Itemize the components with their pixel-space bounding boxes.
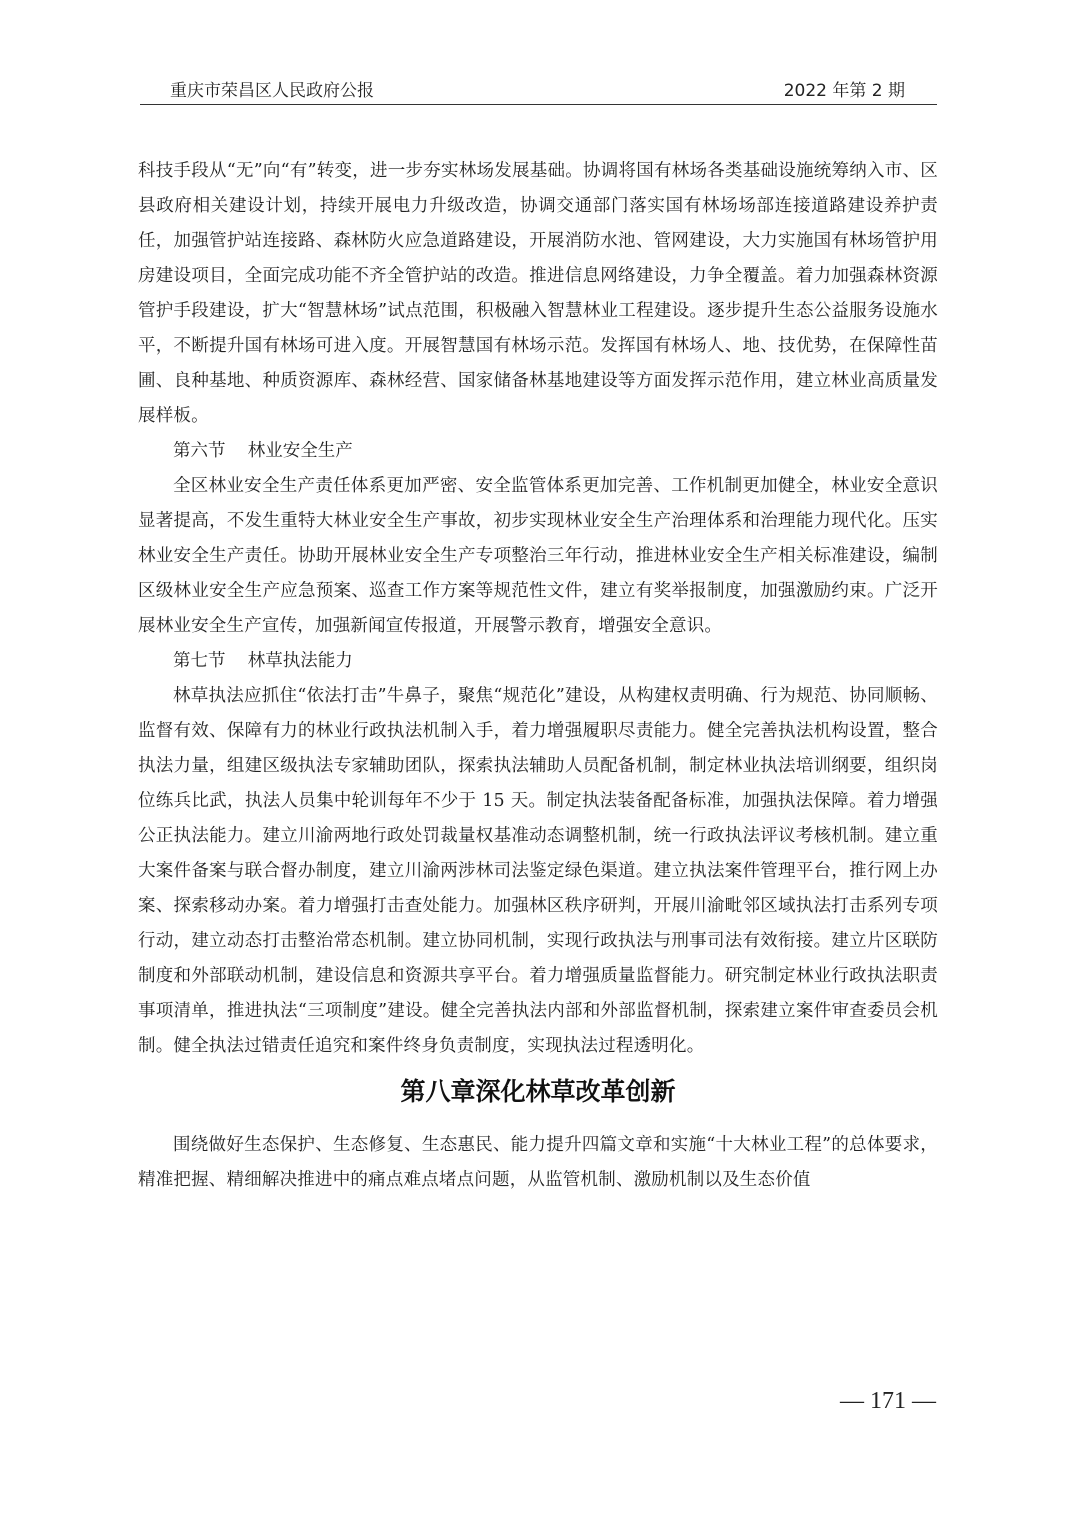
chapter-heading-8: 第八章深化林草改革创新 bbox=[400, 1077, 676, 1106]
chapter-8-paragraph: 围绕做好生态保护、生态修复、生态惠民、能力提升四篇文章和实施“十大林业工程”的总体要求，精准把握、精细解决推进中的痛点难点堵点问题，从监管机制、激励机制以及生态价值 bbox=[138, 1135, 938, 1190]
page-header bbox=[140, 74, 937, 105]
page-content bbox=[138, 154, 938, 1198]
paragraph-continued: 科技手段从“无”向“有”转变，进一步夯实林场发展基础。协调将国有林场各类基础设施统筹纳入市、区县政府相关建设计划，持续开展电力升级改造，协调交通部门落实国有林场场部连接道路建设养护责任，加强管护站连接路、森林防火应急道路建设，开展消防水池、管网建设，大力实施国有林场管护用房建设项目，全面完成功能不齐全管护站的改造。推进信息网络建设，力争全覆盖。着力加强森林资源管护手段建设，扩大“智慧林场”试点范围，积极融入智慧林业工程建设。逐步提升生态公益服务设施水平，不断提升国有林场可进入度。开展智慧国有林场示范。发挥国有林场人、地、技优势，在保障性苗圃、良种基地、种质资源库、森林经营、国家储备林基地建设等方面发挥示范作用，建立林业高质量发展样板。 bbox=[138, 161, 938, 426]
section-heading-6: 第六节 林业安全生产 bbox=[173, 441, 353, 461]
page-number: — 171 — bbox=[840, 1388, 936, 1414]
gazette-title: 重庆市荣昌区人民政府公报 bbox=[170, 81, 374, 101]
section-heading-7: 第七节 林草执法能力 bbox=[173, 651, 353, 671]
section-7-paragraph: 林草执法应抓住“依法打击”牛鼻子，聚焦“规范化”建设，从构建权责明确、行为规范、协同顺畅、监督有效、保障有力的林业行政执法机制入手，着力增强履职尽责能力。健全完善执法机构设置，整合执法力量，组建区级执法专家辅助团队，探索执法辅助人员配备机制，制定林业执法培训纲要，组织岗位练兵比武，执法人员集中轮训每年不少于 15 天。制定执法装备配备标准，加强执法保障。着力增强公正执法能力。建立川渝两地行政处罚裁量权基准动态调整机制，统一行政执法评议考核机制。建立重大案件备案与联合督办制度，建立川渝两涉林司法鉴定绿色渠道。建立执法案件管理平台，推行网上办案、探索移动办案。着力增强打击查处能力。加强林区秩序研判，开展川渝毗邻区域执法打击系列专项行动，建立动态打击整治常态机制。建立协同机制，实现行政执法与刑事司法有效衔接。建立片区联防制度和外部联动机制，建设信息和资源共享平台。着力增强质量监督能力。研究制定林业行政执法职责事项清单，推进执法“三项制度”建设。健全完善执法内部和外部监督机制，探索建立案件审查委员会机制。健全执法过错责任追究和案件终身负责制度，实现执法过程透明化。 bbox=[138, 686, 938, 1056]
issue-number: 2022 年第 2 期 bbox=[783, 81, 905, 101]
section-6-paragraph: 全区林业安全生产责任体系更加严密、安全监管体系更加完善、工作机制更加健全，林业安全意识显著提高，不发生重特大林业安全生产事故，初步实现林业安全生产治理体系和治理能力现代化。压实林业安全生产责任。协助开展林业安全生产专项整治三年行动，推进林业安全生产相关标准建设，编制区级林业安全生产应急预案、巡查工作方案等规范性文件，建立有奖举报制度，加强激励约束。广泛开展林业安全生产宣传，加强新闻宣传报道，开展警示教育，增强安全意识。 bbox=[138, 476, 938, 636]
